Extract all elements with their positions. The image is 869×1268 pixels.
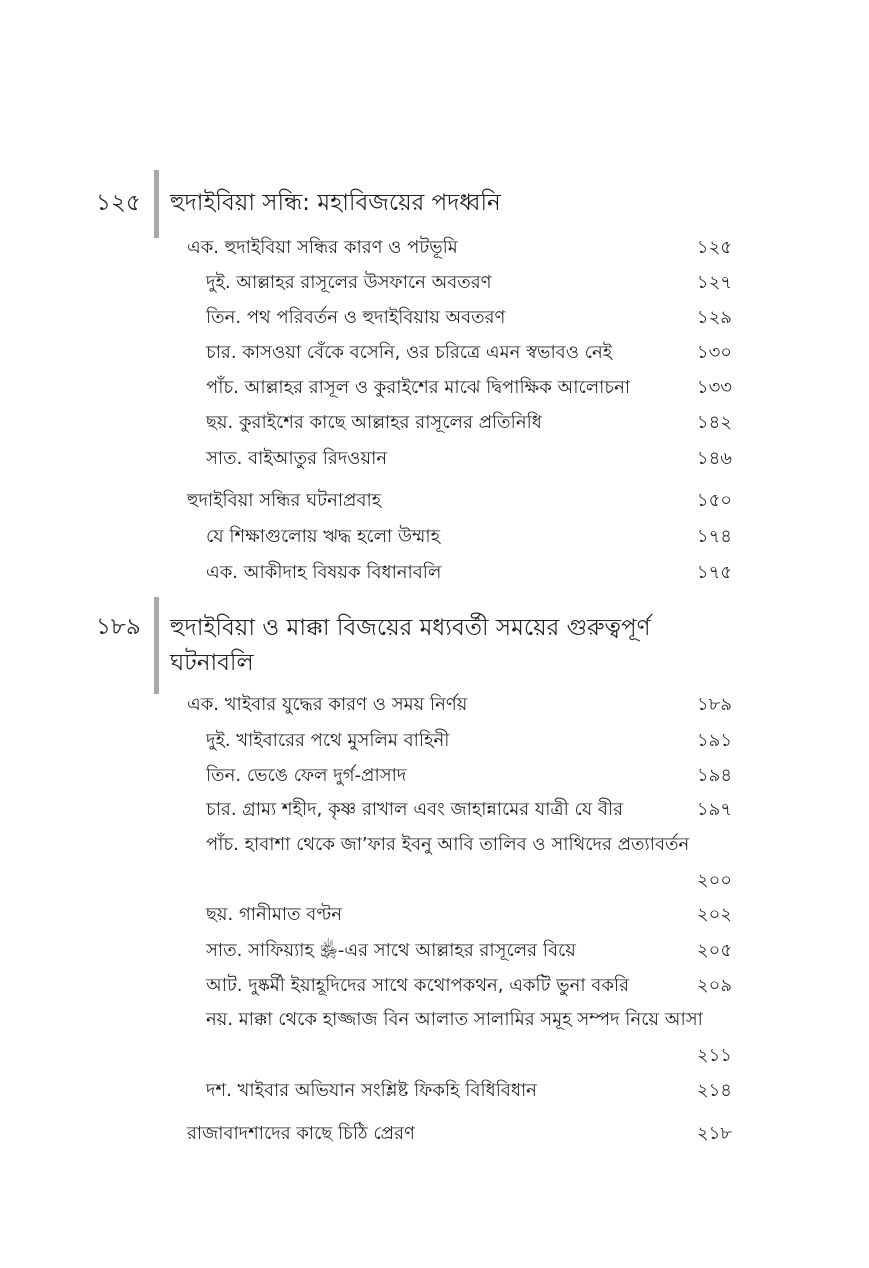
toc-subsection-label: সাত. সাফিয়্যাহ ﵂-এর সাথে আল্লাহর রাসূলের বিয়ে — [206, 940, 576, 961]
toc-subsection-label: দুই. খাইবারের পথে মুসলিম বাহিনী — [206, 730, 450, 751]
toc-page-number: ১৯৭ — [696, 799, 732, 820]
toc-page-number: ২০৫ — [696, 940, 732, 961]
toc-page-number: ১৯৪ — [696, 765, 732, 786]
toc-page-number: ২০২ — [696, 904, 732, 925]
chapter-title: হুদাইবিয়া সন্ধি: মহাবিজয়ের পদধ্বনি — [170, 190, 501, 216]
toc-subsection-label: দশ. খাইবার অভিযান সংশ্লিষ্ট ফিকহি বিধিবিধান — [206, 1080, 537, 1101]
toc-page-number: ১৩০ — [696, 342, 732, 363]
toc-subsection-label: দুই. আল্লাহর রাসূলের উসফানে অবতরণ — [206, 272, 492, 293]
toc-page-number: ১২৫ — [696, 237, 732, 258]
toc-subsection-label: যে শিক্ষাগুলোয় ঋদ্ধ হলো উম্মাহ — [206, 526, 441, 547]
toc-page-number: ১৫০ — [696, 490, 732, 511]
toc-page-number: ১২৯ — [696, 307, 732, 328]
toc-page-number: ২০৯ — [696, 975, 732, 996]
toc-subsection-label: চার. গ্রাম্য শহীদ, কৃষ্ণ রাখাল এবং জাহান্নামের যাত্রী যে বীর — [206, 799, 623, 820]
toc-subsection-label: পাঁচ. হাবাশা থেকে জা’ফার ইবনু আবি তালিব ও সাথিদের প্রত্যাবর্তন — [206, 834, 690, 855]
toc-subsection-label: আট. দুষ্কর্মী ইয়াহূদিদের সাথে কথোপকথন, একটি ভুনা বকরি — [206, 975, 629, 996]
toc-page-number: ১৮৯ — [696, 694, 732, 715]
chapter-page-number: ১২৫ — [96, 190, 141, 216]
toc-page-number: ২১৪ — [696, 1080, 732, 1101]
toc-subsection-label: ছয়. কুরাইশের কাছে আল্লাহর রাসূলের প্রতিনিধি — [206, 412, 542, 433]
toc-section-label: এক. খাইবার যুদ্ধের কারণ ও সময় নির্ণয় — [187, 694, 468, 715]
toc-section-label: হুদাইবিয়া সন্ধির ঘটনাপ্রবাহ — [187, 490, 382, 511]
toc-subsection-label: সাত. বাইআতুর রিদওয়ান — [206, 448, 388, 469]
toc-subsection-label: তিন. ভেঙে ফেল দুর্গ-প্রাসাদ — [206, 765, 407, 786]
chapter-marker-bar — [154, 170, 159, 238]
toc-page-number: ২১১ — [696, 1045, 732, 1066]
toc-subsection-label: তিন. পথ পরিবর্তন ও হুদাইবিয়ায় অবতরণ — [206, 307, 506, 328]
toc-page-number: ১৩৩ — [696, 377, 732, 398]
toc-page-number: ১২৭ — [696, 272, 732, 293]
chapter-page-number: ১৮৯ — [96, 614, 141, 640]
toc-subsection-label: এক. আকীদাহ বিষয়ক বিধানাবলি — [206, 562, 442, 583]
toc-section-label: রাজাবাদশাদের কাছে চিঠি প্রেরণ — [187, 1123, 415, 1144]
toc-page-number: ১৪৬ — [696, 448, 732, 469]
toc-subsection-label: চার. কাসওয়া বেঁকে বসেনি, ওর চরিত্রে এমন স্বভাবও নেই — [206, 342, 613, 363]
toc-subsection-label: নয়. মাক্কা থেকে হাজ্জাজ বিন আলাত সালামির সমূহ সম্পদ নিয়ে আসা — [206, 1009, 703, 1030]
toc-page-number: ১৪২ — [696, 412, 732, 433]
toc-page-number: ১৭৪ — [696, 526, 732, 547]
toc-section-label: এক. হুদাইবিয়া সন্ধির কারণ ও পটভূমি — [187, 237, 458, 258]
toc-subsection-label: ছয়. গানীমাত বণ্টন — [206, 904, 343, 925]
chapter-marker-bar — [154, 597, 159, 694]
toc-page-number: ২০০ — [696, 870, 732, 891]
toc-page-number: ১৭৫ — [696, 562, 732, 583]
toc-subsection-label: পাঁচ. আল্লাহর রাসূল ও কুরাইশের মাঝে দ্বিপাক্ষিক আলোচনা — [206, 377, 631, 398]
toc-page-number: ১৯১ — [696, 730, 732, 751]
chapter-title: হুদাইবিয়া ও মাক্কা বিজয়ের মধ্যবর্তী সময়ের গুরুত্বপূর্ণ ঘটনাবলি — [170, 615, 651, 676]
toc-page-number: ২১৮ — [696, 1123, 732, 1144]
